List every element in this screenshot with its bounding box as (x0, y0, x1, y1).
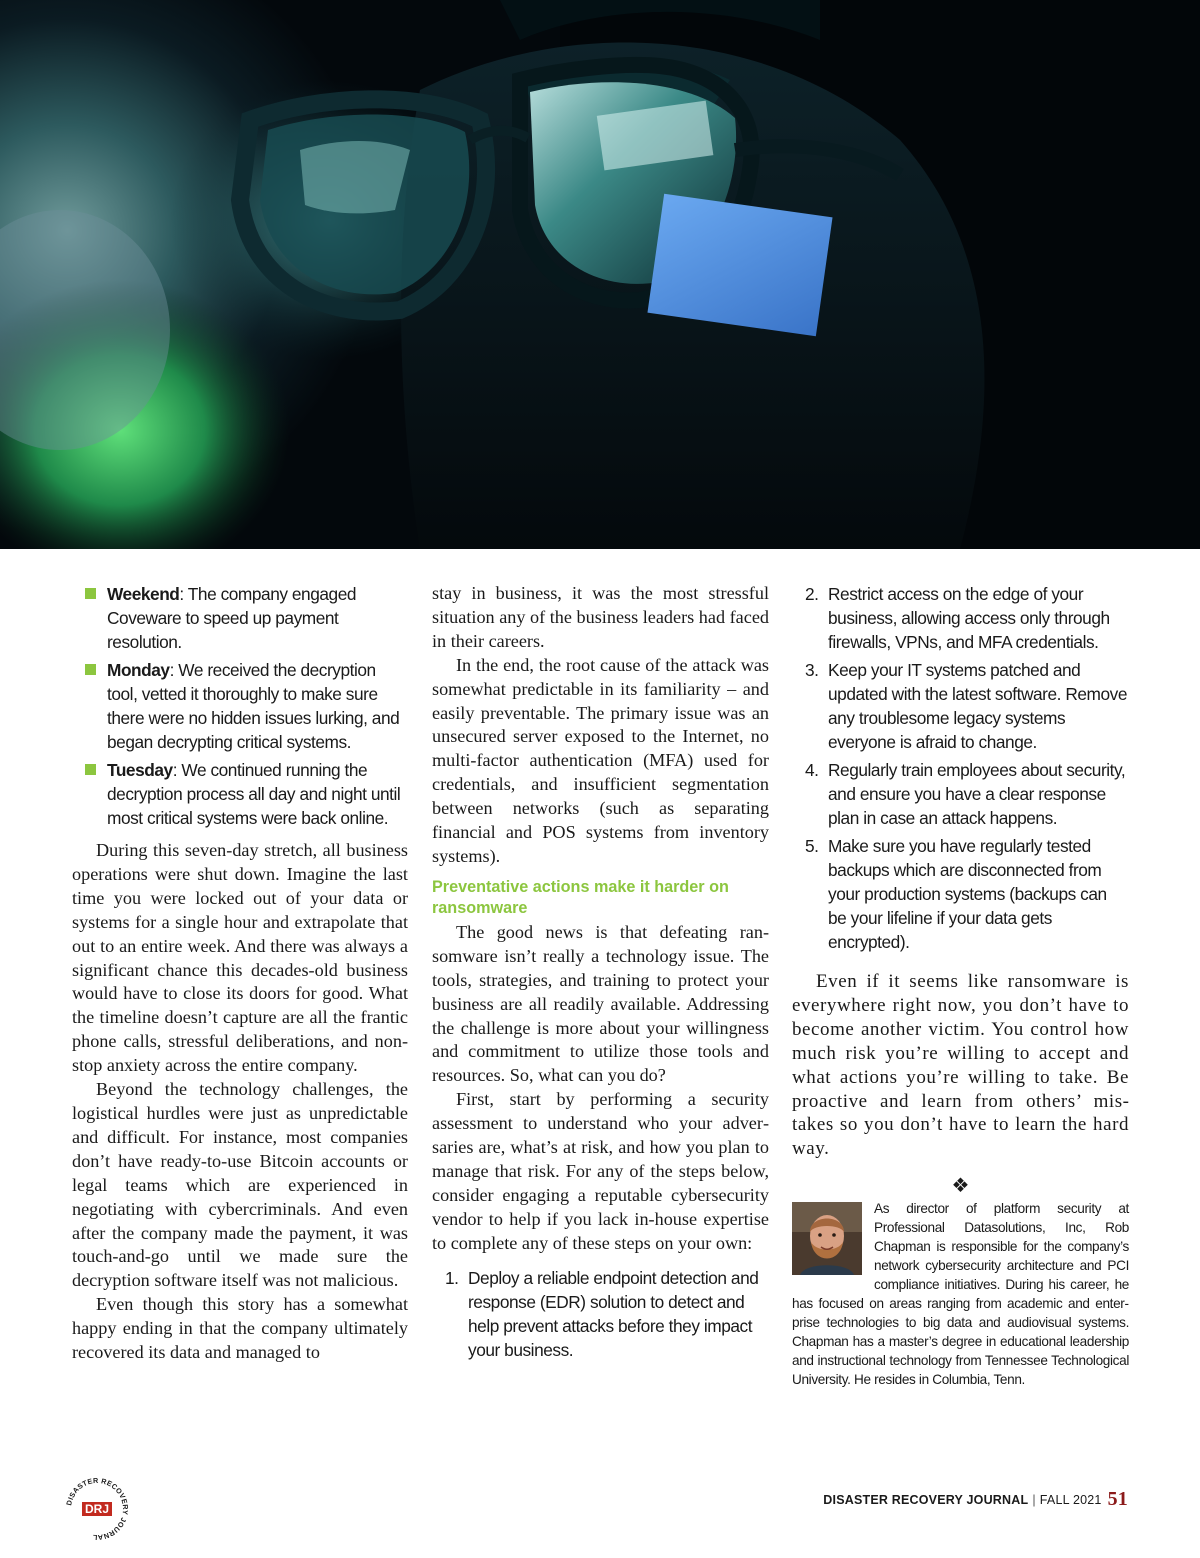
end-mark-icon: ❖ (951, 1173, 970, 1198)
logo-ring-text: DISASTER RECOVERY JOURNAL (64, 1475, 131, 1543)
list-item (85, 758, 408, 830)
timeline-day: Weekend (107, 584, 180, 604)
step-number: 1. (445, 1267, 459, 1288)
step-text: Restrict access on the edge of your business, allowing access only through firewalls, VPNs, and MFA credentials. (828, 584, 1110, 652)
body-paragraph: The good news is that defeating ransomware isn’t really a technology issue. The tools, strategies, and training to protect your business are all readily available. Addressing the challenge is more about your willingness and commitment to utilize those tools and resources. So, what can you do? (432, 921, 769, 1086)
body-paragraph: During this seven-day stretch, all business operations were shut down. Imagine the last time you were locked out of your data or systems for a single hour and extrapolate that out to an entire week. And there was always a significant chance this decades-old business would have to close its doors for good. What the timeline doesn’t capture are all the frantic phone calls, stressful deliberations, and non-stop anxiety across the entire company. (72, 840, 408, 1076)
issue-date: FALL 2021 (1039, 1493, 1102, 1507)
list-item (805, 582, 1129, 654)
list-item (805, 834, 1129, 954)
closing-paragraph: Even if it seems like ransomware is everywhere right now, you don’t have to become another victim. You control how much risk you’re willing to accept and what actions you’re willing to take. Be proactive and learn from others’ mistakes so you don’t have to learn the hard way. (792, 971, 1129, 1160)
bullet-square-icon (85, 588, 96, 599)
section-subheading: Preventative actions make it harder on ransomware (432, 877, 729, 917)
list-item (85, 658, 408, 754)
page-footer (823, 1488, 1128, 1511)
step-number: 4. (805, 760, 819, 780)
timeline-day: Monday (107, 660, 170, 680)
steps-list-continued (792, 582, 1129, 954)
steps-list (432, 1266, 769, 1362)
body-paragraph: stay in business, it was the most stressful situation any of the business leaders had faced in their careers. (432, 583, 769, 651)
column-1 (72, 582, 408, 1365)
list-item (445, 1266, 769, 1362)
step-number: 5. (805, 836, 819, 856)
list-item (85, 582, 408, 654)
footer-separator: | (1032, 1493, 1036, 1507)
hacker-glasses-illustration (0, 0, 1200, 549)
publication-name: DISASTER RECOVERY JOURNAL (823, 1493, 1029, 1507)
step-text: Regularly train employees about security, and ensure you have a clear response plan in case an attack happens. (828, 760, 1126, 828)
body-paragraph: Beyond the technology challenges, the logistical hurdles were just as unpredictable and difficult. For instance, most companies don’t have ready-to-use Bitcoin accounts or legal teams which are experienced in negotiating with cybercriminals. And even after the company made the payment, it was touch-and-go until we made sure the decryption software itself was not malicious. (72, 1079, 408, 1291)
timeline-text: : We continued running the decryption process all day and night until most critical systems were back online. (107, 760, 401, 828)
hero-photo (0, 0, 1200, 549)
list-item (805, 758, 1129, 830)
bullet-square-icon (85, 664, 96, 675)
timeline-list (72, 582, 408, 830)
body-paragraph: Even though this story has a somewhat happy ending in that the company ultimately recovered its data and managed to (72, 1294, 408, 1363)
timeline-text: : We received the decryption tool, vetted it thoroughly to make sure there were no hidden issues lurking, and began decrypting critical systems. (107, 660, 400, 752)
timeline-day: Tuesday (107, 760, 173, 780)
step-text: Deploy a reliable endpoint detection and response (EDR) solution to detect and help prevent attacks before they impact your business. (468, 1267, 759, 1360)
page-number: 51 (1107, 1488, 1128, 1510)
step-text: Keep your IT systems patched and updated with the latest software. Remove any troublesome legacy systems everyone is afraid to change. (828, 660, 1127, 752)
list-item (805, 658, 1129, 754)
step-number: 3. (805, 660, 819, 680)
author-bio-text: As director of platform security at Professional Datasolutions, Inc, Rob Chapman is responsible for the company’s network cybersecurity architecture and PCI compliance initiatives. During his career, he has focused on areas ranging from academic and enterprise technologies to big data and audiovisual systems. Chapman has a master’s degree in educational leadership and instructional technology from Tennessee Technological University. He resides in Columbia, Tenn. (792, 1201, 1129, 1388)
author-photo (792, 1202, 862, 1275)
bullet-square-icon (85, 764, 96, 775)
column-3 (792, 582, 1129, 1389)
body-paragraph: In the end, the root cause of the attack was somewhat predictable in its familiarity – and easily preventable. The primary issue was an unsecured server exposed to the Internet, no multi-factor authentication (MFA) used for credentials, and insufficient segmentation between networks (such as separating financial and POS systems from inventory systems). (432, 654, 769, 866)
drj-logo (62, 1474, 132, 1544)
body-paragraph: First, start by performing a security assessment to understand who your adversaries are, what’s at risk, and how you plan to manage that risk. For any of the steps below, consider engaging a reputable cybersecurity vendor to help if you lack in-house expertise to complete any of these steps on your own: (432, 1089, 769, 1253)
logo-mark: DRJ (84, 1502, 110, 1516)
author-bio (792, 1199, 1129, 1389)
timeline-text: : The company engaged Coveware to speed up payment resolution. (107, 584, 357, 652)
column-2 (432, 582, 769, 1366)
step-text: Make sure you have regularly tested backups which are disconnected from your production systems (backups can be your lifeline if your data gets encrypted). (828, 836, 1107, 952)
step-number: 2. (805, 584, 819, 604)
